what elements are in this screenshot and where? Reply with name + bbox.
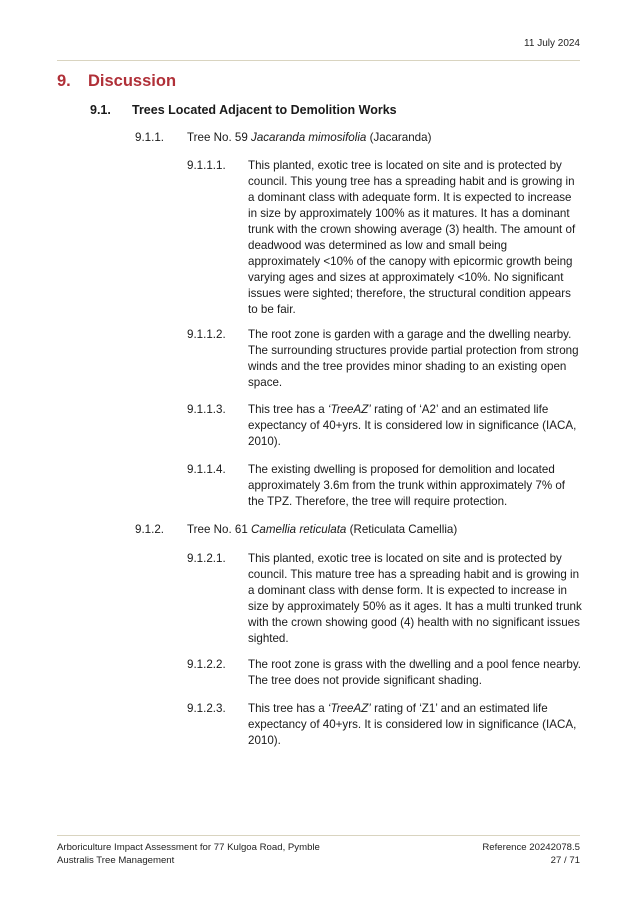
- paragraph: [187, 551, 582, 647]
- paragraph-number: 9.1.1.1.: [187, 159, 226, 172]
- paragraph-text: [248, 402, 582, 450]
- paragraph-number: 9.1.2.1.: [187, 552, 226, 565]
- footer-company: Australis Tree Management: [57, 855, 175, 866]
- paragraph-number: 9.1.1.4.: [187, 463, 226, 476]
- paragraph-number: 9.1.1.3.: [187, 403, 226, 416]
- tree-heading: [135, 523, 457, 536]
- paragraph-number: 9.1.1.2.: [187, 328, 226, 341]
- footer-right: [482, 841, 580, 867]
- section-heading: [57, 72, 176, 91]
- paragraph-number: 9.1.2.2.: [187, 658, 226, 671]
- paragraph-text: The root zone is grass with the dwelling and a pool fence nearby. The tree does not provide significant shading.: [248, 658, 581, 687]
- paragraph-text: The existing dwelling is proposed for demolition and located approximately 3.6m from the trunk within approximately 7% of the TPZ. Therefore, the tree will require protection.: [248, 463, 566, 508]
- paragraph: [187, 402, 582, 450]
- header-date: 11 July 2024: [524, 38, 580, 49]
- tree-common-name: (Reticulata Camellia): [346, 523, 458, 536]
- tree-number: 9.1.1.: [135, 131, 165, 144]
- footer-page-number: 27 / 71: [550, 855, 580, 866]
- section-number: 9.: [57, 72, 71, 90]
- subsection-number: 9.1.: [90, 103, 111, 117]
- tree-number: 9.1.2.: [135, 523, 165, 536]
- footer-divider: [57, 835, 580, 836]
- footer-report-title: Arboriculture Impact Assessment for 77 Kulgoa Road, Pymble: [57, 842, 320, 853]
- paragraph: [187, 657, 582, 689]
- paragraph-text-pre: This tree has a: [248, 403, 328, 416]
- footer-left: [57, 841, 320, 867]
- tree-prefix: Tree No. 61: [187, 523, 252, 536]
- tree-heading: [135, 131, 431, 144]
- paragraph-text-post: rating of ‘A2’ and an estimated life expectancy of 40+yrs. It is considered low in significance (IACA, 2010).: [248, 403, 577, 448]
- paragraph-text: The root zone is garden with a garage and the dwelling nearby. The surrounding structures provide partial protection from strong winds and the tree provides minor shading to an existing open space.: [248, 328, 579, 389]
- section-title: Discussion: [88, 72, 177, 90]
- paragraph: [187, 701, 582, 749]
- tree-species: Jacaranda mimosifolia: [251, 131, 367, 144]
- footer-reference: Reference 20242078.5: [482, 842, 580, 853]
- tree-prefix: Tree No. 59: [187, 131, 252, 144]
- paragraph: [187, 462, 582, 510]
- subsection-heading: [90, 103, 397, 117]
- tree-species: Camellia reticulata: [251, 523, 347, 536]
- treeaz-label: ‘TreeAZ’: [327, 403, 371, 416]
- subsection-title: Trees Located Adjacent to Demolition Works: [132, 103, 397, 117]
- paragraph-text-post: rating of ‘Z1’ and an estimated life expectancy of 40+yrs. It is considered low in significance (IACA, 2010).: [248, 702, 577, 747]
- paragraph-text: [248, 701, 582, 749]
- paragraph: [187, 327, 582, 391]
- header-divider: [57, 60, 580, 61]
- tree-common-name: (Jacaranda): [366, 131, 432, 144]
- paragraph: [187, 158, 582, 318]
- paragraph-text-pre: This tree has a: [248, 702, 328, 715]
- treeaz-label: ‘TreeAZ’: [327, 702, 371, 715]
- paragraph-text: This planted, exotic tree is located on site and is protected by council. This mature tree has a spreading habit and is growing in a dominant class with dense form. It is expected to increase in size by approximately 50% as it ages. It has a multi trunked trunk with the crown showing good (4) health with no significant issues sighted.: [248, 552, 582, 645]
- paragraph-text: This planted, exotic tree is located on site and is protected by council. This young tree has a spreading habit and is growing in a dominant class with adequate form. It is expected to increase in size by approximately 100% as it matures. It has a dominant trunk with the crown showing average (3) health. The amount of deadwood was determined as low and small being approximately <10% of the canopy with epicormic growth being varying ages and sizes at approximately <10%. No significant issues were sighted; therefore, the structural condition appears to be fair.: [248, 159, 576, 316]
- paragraph-number: 9.1.2.3.: [187, 702, 226, 715]
